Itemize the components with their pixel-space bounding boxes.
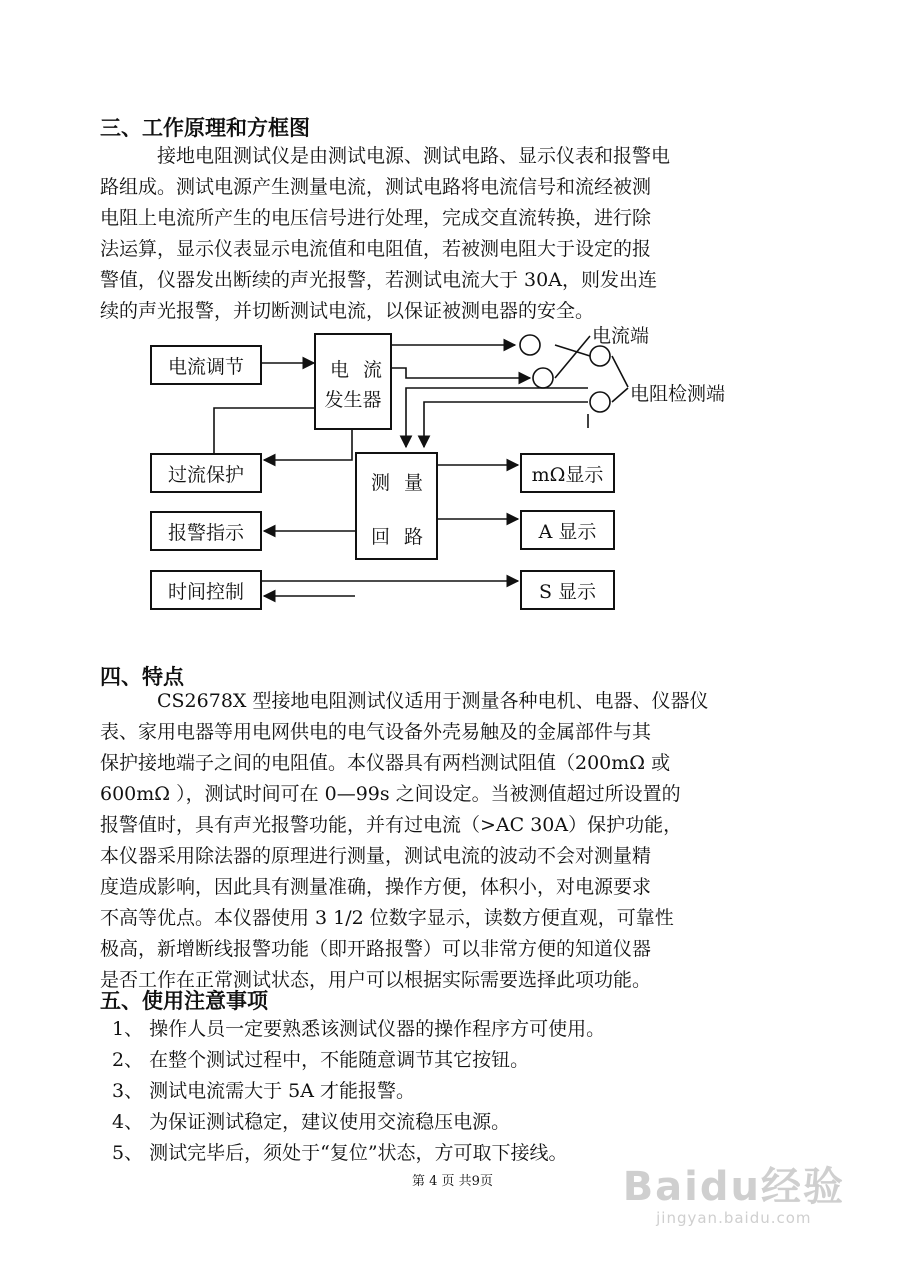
- paragraph-line: 法运算，显示仪表显示电流值和电阻值，若被测电阻大于设定的报: [100, 238, 652, 260]
- section-4-paragraph: [100, 686, 815, 996]
- box-current-generator: [314, 333, 397, 430]
- section-5-heading: 五、使用注意事项: [100, 988, 268, 1013]
- list-item: 2、 在整个测试过程中，不能随意调节其它按钮。: [112, 1049, 530, 1071]
- generator-label-2: 发生器: [324, 389, 382, 411]
- measure-label-1: 测量: [371, 472, 438, 494]
- paragraph-line: 报警值时，具有声光报警功能，并有过电流（>AC 30A）保护功能，: [100, 814, 683, 836]
- paragraph-line: CS2678X 型接地电阻测试仪适用于测量各种电机、电器、仪器仪: [157, 690, 709, 712]
- generator-label-1: 电流: [330, 359, 397, 381]
- page-number: 第 4 页 共9页: [412, 1174, 493, 1189]
- paragraph-line: 本仪器采用除法器的原理进行测量，测试电流的波动不会对测量精: [100, 845, 652, 867]
- paragraph-line: 600mΩ ），测试时间可在 0—99s 之间设定。当被测值超过所设置的: [100, 783, 681, 805]
- paragraph-line: 是否工作在正常测试状态，用户可以根据实际需要选择此项功能。: [100, 969, 652, 991]
- paragraph-line: 度造成影响，因此具有测量准确，操作方便，体积小，对电源要求: [100, 876, 652, 898]
- box-mohm-display: mΩ显示: [520, 453, 615, 493]
- list-item: 3、 测试电流需大于 5A 才能报警。: [112, 1080, 416, 1102]
- paragraph-line: 续的声光报警，并切断测试电流，以保证被测电器的安全。: [100, 300, 595, 322]
- baidu-jingyan-watermark: [623, 1165, 845, 1227]
- terminal-circle-3: [590, 346, 610, 366]
- box-current-adjust: 电流调节: [150, 345, 262, 385]
- line-overcurrent-to-generator: [214, 408, 314, 455]
- paragraph-line: 极高，新增断线报警功能（即开路报警）可以非常方便的知道仪器: [100, 938, 652, 960]
- list-item: 4、 为保证测试稳定，建议使用交流稳压电源。: [112, 1111, 511, 1133]
- paragraph-line: 路组成。测试电源产生测量电流，测试电路将电流信号和流经被测: [100, 176, 652, 198]
- box-measure-circuit: [355, 452, 438, 560]
- line-current-label-1: [555, 345, 590, 356]
- paragraph-line: 电阻上电流所产生的电压信号进行处理，完成交直流转换，进行除: [100, 207, 652, 229]
- section-3-heading: 三、工作原理和方框图: [100, 115, 310, 140]
- watermark-url: jingyan.baidu.com: [656, 1209, 812, 1227]
- watermark-logo: Baidu经验: [622, 1164, 845, 1210]
- usage-notes-list: [112, 1014, 605, 1169]
- section-4-heading: 四、特点: [100, 664, 184, 689]
- label-resistance-terminal: 电阻检测端: [630, 383, 726, 405]
- paragraph-line: 表、家用电器等用电网供电的电气设备外壳易触及的金属部件与其: [100, 721, 652, 743]
- terminal-circle-2: [533, 368, 553, 388]
- list-item: 1、 操作人员一定要熟悉该测试仪器的操作程序方可使用。: [112, 1018, 606, 1040]
- paragraph-line: 保护接地端子之间的电阻值。本仪器具有两档测试阻值（200mΩ 或: [100, 752, 671, 774]
- box-a-display: A 显示: [520, 510, 615, 550]
- line-current-label-2: [555, 336, 590, 378]
- list-item: 5、 测试完毕后，须处于“复位”状态，方可取下接线。: [112, 1142, 568, 1164]
- box-time-control: 时间控制: [150, 570, 262, 610]
- line-terminal-to-measure-1: [406, 388, 588, 447]
- paragraph-line: 不高等优点。本仪器使用 3 1/2 位数字显示，读数方便直观，可靠性: [100, 907, 674, 929]
- line-gen-to-current-terminal-2: [392, 368, 530, 378]
- paragraph-line: 接地电阻测试仪是由测试电源、测试电路、显示仪表和报警电: [157, 145, 671, 167]
- box-alarm-indicator: 报警指示: [150, 511, 262, 551]
- line-res-label-2: [612, 388, 628, 402]
- terminal-circle-1: [520, 335, 540, 355]
- terminal-circle-4: [590, 392, 610, 412]
- label-current-terminal: 电流端: [592, 325, 650, 347]
- paragraph-line: 警值，仪器发出断续的声光报警，若测试电流大于 30A，则发出连: [100, 269, 657, 291]
- box-s-display: S 显示: [520, 570, 615, 610]
- line-generator-to-overcurrent: [264, 430, 352, 460]
- box-overcurrent-protection: 过流保护: [150, 453, 262, 493]
- line-res-label-1: [612, 356, 628, 387]
- measure-label-2: 回路: [371, 526, 438, 548]
- line-terminal-to-measure-2: [424, 402, 588, 447]
